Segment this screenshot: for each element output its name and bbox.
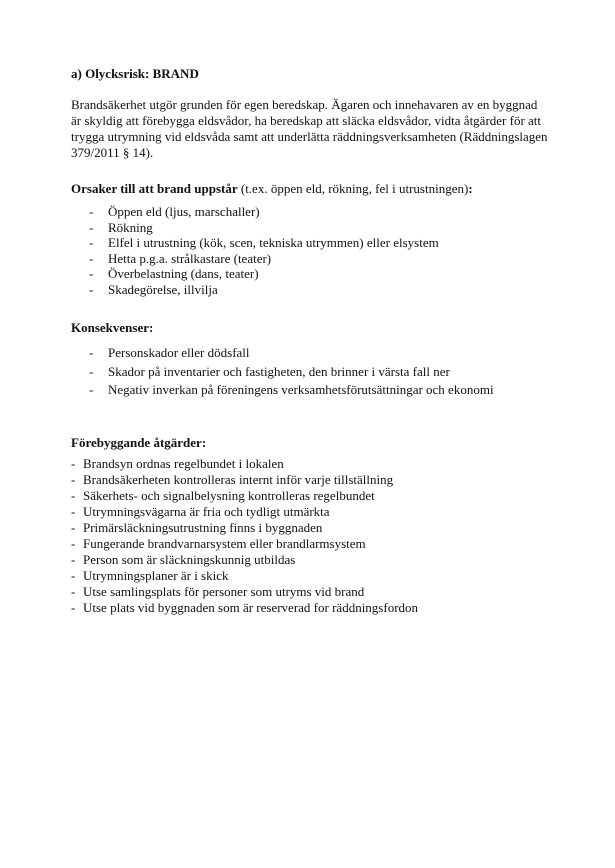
- list-item-text: Skadegörelse, illvilja: [108, 281, 218, 297]
- bullet-dash: -: [89, 363, 94, 379]
- list-item-text: Utse samlingsplats för personer som utryms vid brand: [83, 584, 365, 599]
- list-item-text: Rökning: [108, 219, 153, 235]
- list-item-text: Säkerhets- och signalbelysning kontrolleras regelbundet: [83, 488, 375, 503]
- bullet-dash: -: [89, 204, 94, 219]
- bullet-dash: -: [71, 488, 76, 503]
- causes-title-colon: :: [468, 181, 473, 196]
- causes-heading: [71, 181, 473, 197]
- bullet-dash: -: [71, 600, 76, 615]
- section-title: a) Olycksrisk: BRAND: [71, 66, 199, 81]
- bullet-dash: -: [71, 520, 76, 535]
- bullet-dash: -: [71, 584, 76, 599]
- preventive-heading: Förebyggande åtgärder:: [71, 435, 207, 450]
- list-item-text: Hetta p.g.a. strålkastare (teater): [108, 250, 272, 266]
- list-item-text: Primärsläckningsutrustning finns i byggnaden: [83, 520, 323, 535]
- list-item-text: Öppen eld (ljus, marschaller): [108, 204, 260, 219]
- bullet-dash: -: [71, 536, 76, 551]
- bullet-dash: -: [89, 345, 94, 360]
- bullet-dash: -: [89, 235, 94, 251]
- list-item-text: Utrymningsvägarna är fria och tydligt utmärkta: [83, 504, 330, 519]
- bullet-dash: -: [89, 382, 94, 398]
- causes-title-rest: (t.ex. öppen eld, rökning, fel i utrustningen): [237, 181, 469, 196]
- list-item-text: Negativ inverkan på föreningens verksamhetsförutsättningar och ekonomi: [108, 382, 494, 398]
- bullet-dash: -: [89, 250, 94, 266]
- list-item-text: Personskador eller dödsfall: [108, 345, 250, 360]
- list-item-text: Elfel i utrustning (kök, scen, tekniska utrymmen) eller elsystem: [108, 235, 439, 251]
- bullet-dash: -: [71, 552, 76, 567]
- bullet-dash: -: [71, 472, 76, 487]
- bullet-dash: -: [71, 568, 76, 583]
- list-item-text: Utse plats vid byggnaden som är reserverad for räddningsfordon: [83, 600, 419, 615]
- bullet-dash: -: [89, 281, 94, 297]
- consequences-heading: Konsekvenser:: [71, 320, 154, 335]
- bullet-dash: -: [71, 504, 76, 519]
- bullet-dash: -: [89, 219, 94, 235]
- list-item-text: Person som är släckningskunnig utbildas: [83, 552, 296, 567]
- bullet-dash: -: [71, 456, 76, 471]
- list-item-text: Fungerande brandvarnarsystem eller brandlarmsystem: [83, 536, 366, 551]
- list-item-text: Utrymningsplaner är i skick: [83, 568, 229, 583]
- causes-title-bold: Orsaker till att brand uppstår: [71, 181, 238, 196]
- intro-paragraph: Brandsäkerhet utgör grunden för egen beredskap. Ägaren och innehavaren av en byggnad är skyldig att förebygga eldsvådor, ha beredskap att släcka eldsvådor, vidta åtgärder för att trygga utrymning vid eldsvåda samt att underlätta räddningsverksamheten (Räddningslagen 379/2011 § 14).: [71, 97, 548, 160]
- list-item-text: Brandsäkerheten kontrolleras internt inför varje tillställning: [83, 472, 394, 487]
- list-item-text: Överbelastning (dans, teater): [108, 266, 259, 282]
- list-item-text: Brandsyn ordnas regelbundet i lokalen: [83, 456, 284, 471]
- bullet-dash: -: [89, 266, 94, 282]
- list-item-text: Skador på inventarier och fastigheten, den brinner i värsta fall ner: [108, 363, 450, 379]
